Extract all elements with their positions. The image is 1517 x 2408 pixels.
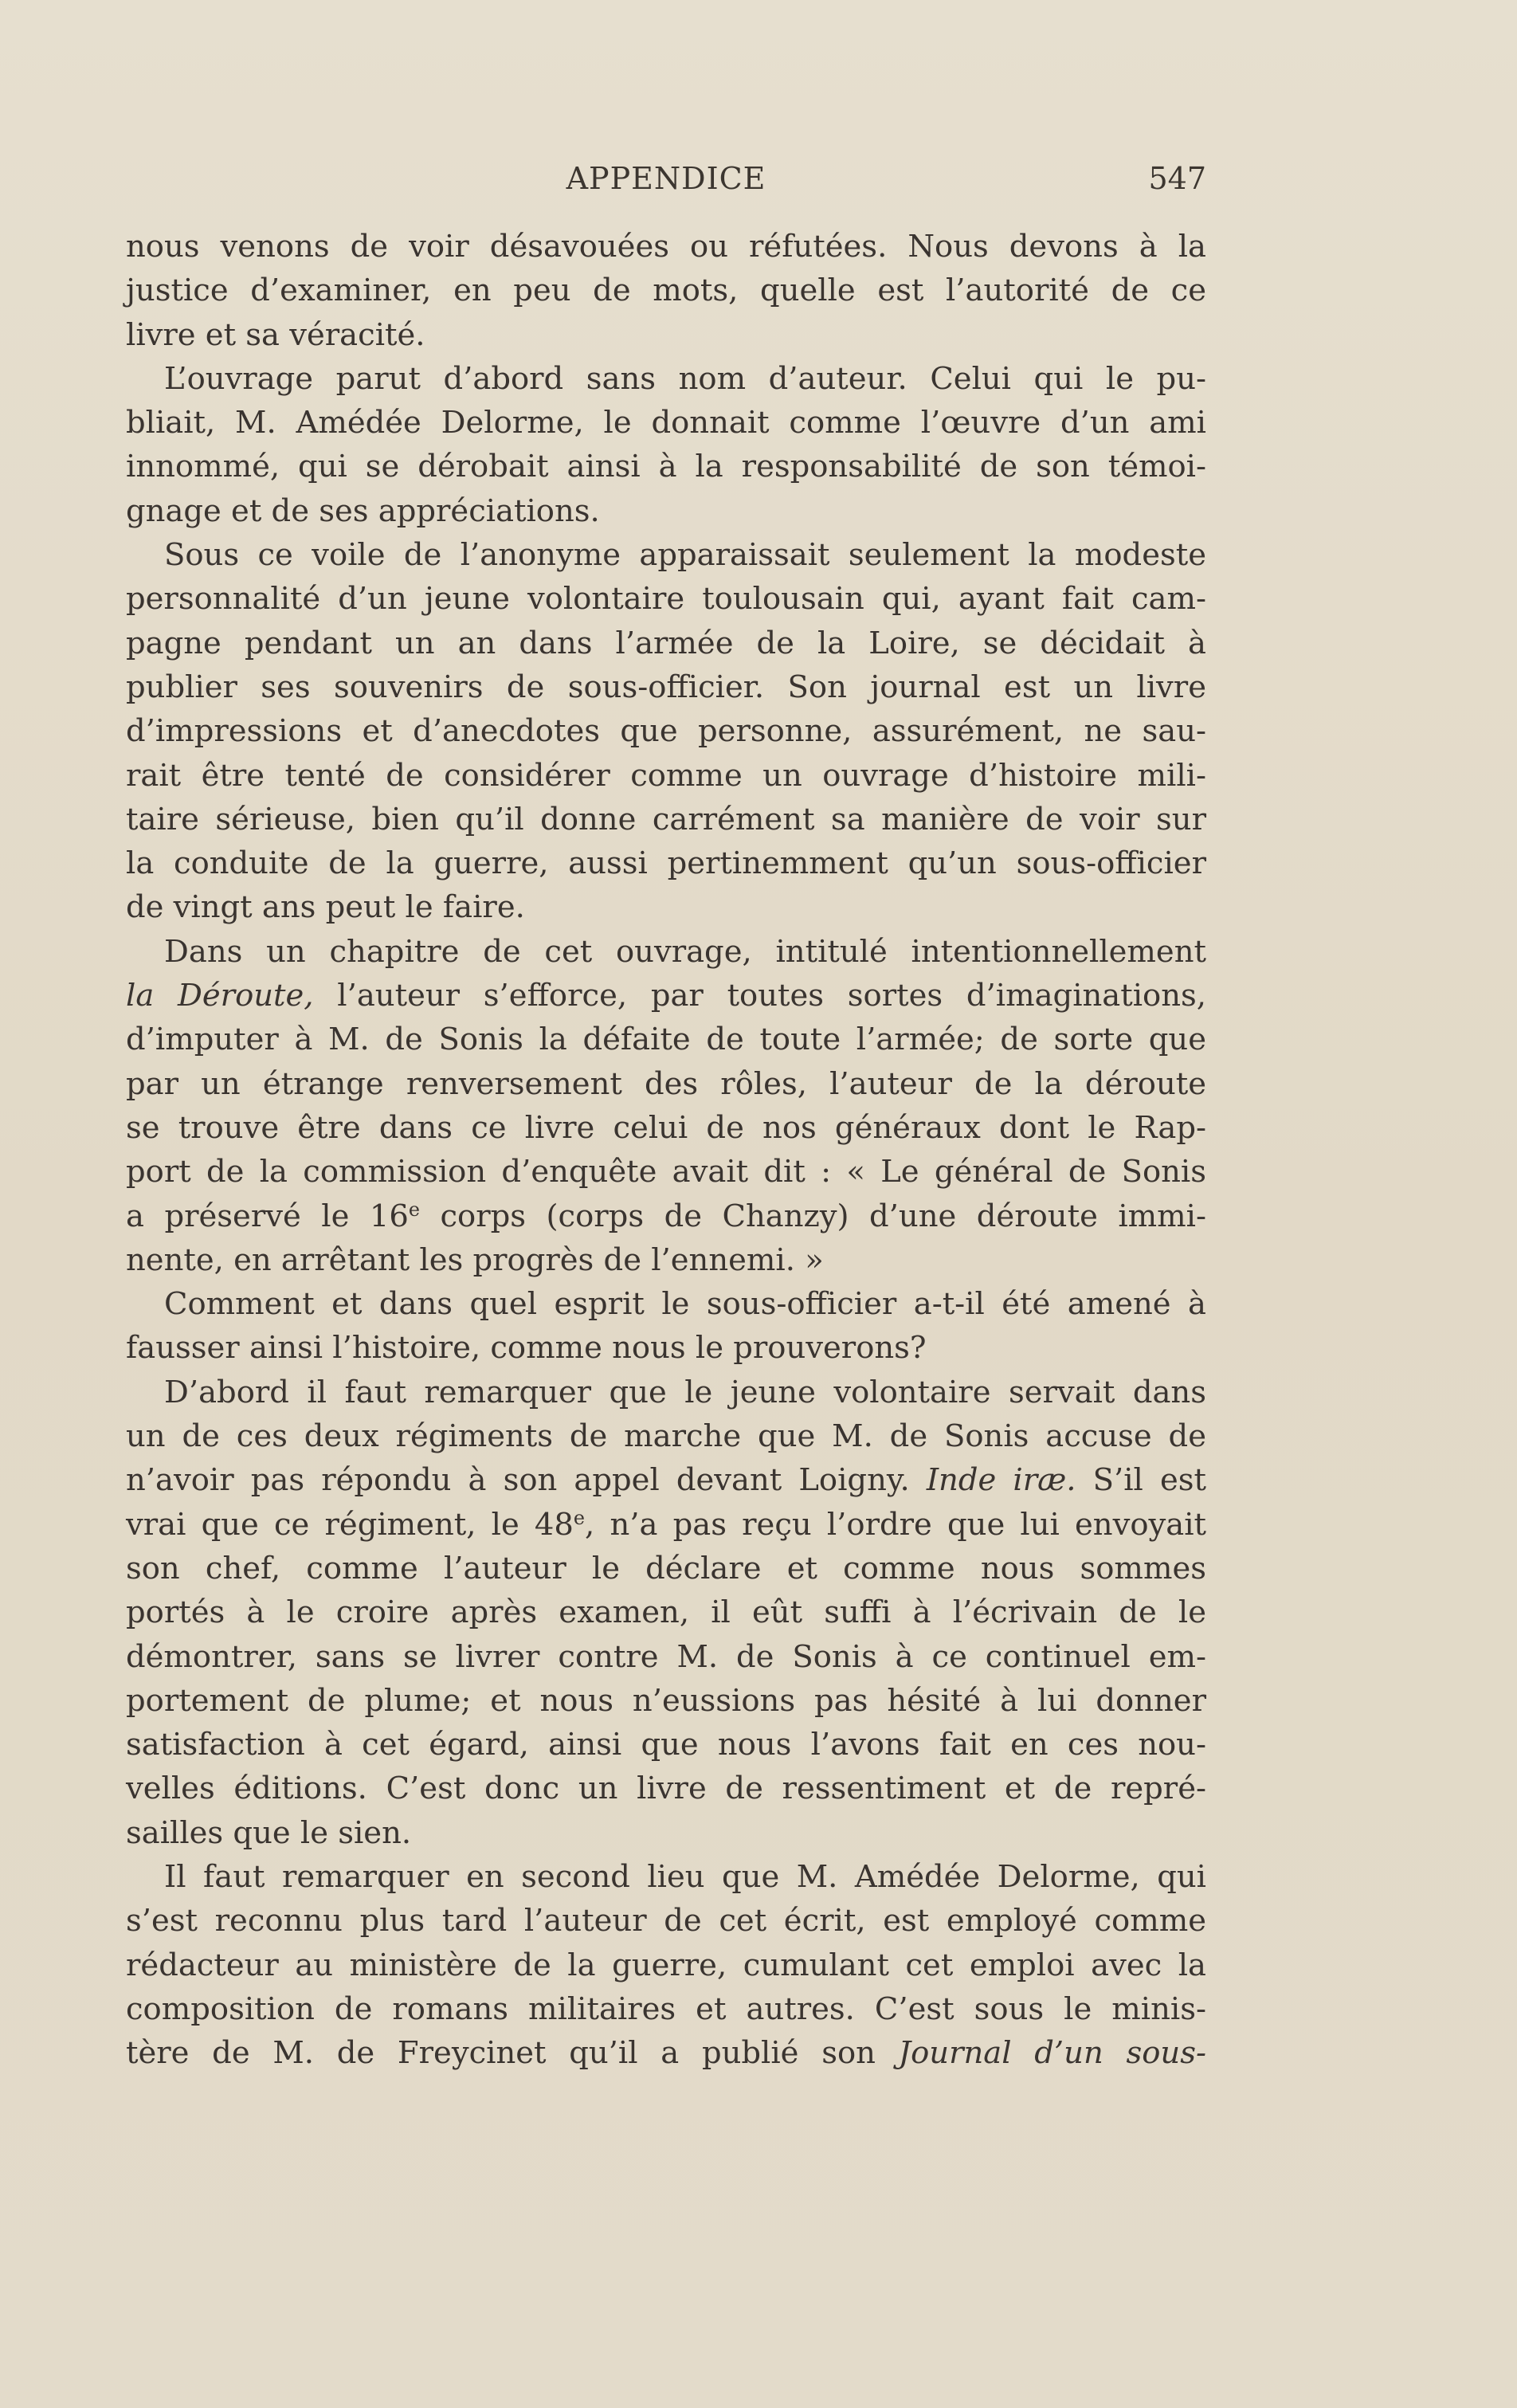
ordinal-superscript: e [408, 1198, 420, 1221]
text-line: se trouve être dans ce livre celui de nos généraux dont le Rap- [126, 1109, 1206, 1146]
running-title: APPENDICE [566, 161, 766, 196]
line-text: tère de M. de Freycinet qu’il a publié son [126, 2035, 899, 2072]
text-line: s’est reconnu plus tard l’auteur de cet écrit, est employé comme [126, 1903, 1206, 1939]
text-line [126, 1458, 1206, 1502]
ordinal-superscript: e [573, 1506, 586, 1529]
line-text: corps (corps de Chanzy) d’une déroute immi- [419, 1198, 1206, 1234]
text-line: velles éditions. C’est donc un livre de ressentiment et de repré- [126, 1771, 1206, 1807]
text-line: démontrer, sans se livrer contre M. de Sonis à ce continuel em- [126, 1638, 1206, 1675]
body-text [126, 225, 1206, 2075]
text-line: port de la commission d’enquête avait dit : « Le général de Sonis [126, 1154, 1206, 1190]
text-line: personnalité d’un jeune volontaire toulousain qui, ayant fait cam- [126, 581, 1206, 618]
text-line: taire sérieuse, bien qu’il donne carrément sa manière de voir sur [126, 801, 1206, 837]
text-line: gnage et de ses appréciations. [126, 492, 600, 529]
text-line: un de ces deux régiments de marche que M. de Sonis accuse de [126, 1418, 1206, 1455]
text-line: son chef, comme l’auteur le déclare et comme nous sommes [126, 1550, 1206, 1586]
italic-title: la Déroute, [126, 978, 314, 1014]
text-line: nous venons de voir désavouées ou réfutées. Nous devons à la [126, 229, 1206, 265]
italic-title: Journal d’un sous- [898, 2035, 1206, 2072]
line-text: a préservé le 16 [126, 1198, 409, 1234]
text-line: de vingt ans peut le faire. [126, 889, 525, 926]
text-line: Sous ce voile de l’anonyme apparaissait seulement la modeste [164, 537, 1206, 574]
text-line: justice d’examiner, en peu de mots, quelle est l’autorité de ce [126, 273, 1206, 309]
text-line: pagne pendant un an dans l’armée de la Loire, se décidait à [126, 625, 1206, 661]
text-line: rait être tenté de considérer comme un ouvrage d’histoire mili- [126, 757, 1206, 794]
text-line: la conduite de la guerre, aussi pertinemment qu’un sous-officier [126, 845, 1206, 882]
line-text: vrai que ce régiment, le 48 [126, 1506, 574, 1543]
text-line: Comment et dans quel esprit le sous-officier a-t-il été amené à [164, 1286, 1206, 1323]
line-text: S’il est [1076, 1462, 1206, 1499]
text-line: satisfaction à cet égard, ainsi que nous l’avons fait en ces nou- [126, 1727, 1206, 1763]
line-text: Dans un chapitre de cet ouvrage, intitulé intentionnellement [164, 933, 1206, 970]
text-line [126, 974, 1206, 1018]
text-line [126, 2031, 1206, 2075]
text-line [126, 930, 1206, 974]
text-line: d’impressions et d’anecdotes que personne, assurément, ne sau- [126, 713, 1206, 750]
line-text: , n’a pas reçu l’ordre que lui envoyait [585, 1506, 1206, 1543]
text-line: d’imputer à M. de Sonis la défaite de toute l’armée; de sorte que [126, 1022, 1206, 1058]
text-line [126, 1194, 1206, 1238]
page-number: 547 [1148, 161, 1206, 196]
line-text: n’avoir pas répondu à son appel devant Loigny. [126, 1462, 927, 1499]
text-line [126, 1503, 1206, 1547]
text-line: innommé, qui se dérobait ainsi à la responsabilité de son témoi- [126, 449, 1206, 485]
text-line: rédacteur au ministère de la guerre, cumulant cet emploi avec la [126, 1947, 1206, 1983]
text-line: composition de romans militaires et autres. C’est sous le minis- [126, 1990, 1206, 2027]
text-line: D’abord il faut remarquer que le jeune volontaire servait dans [164, 1374, 1206, 1410]
text-line: portement de plume; et nous n’eussions pas hésité à lui donner [126, 1682, 1206, 1719]
text-line: L’ouvrage parut d’abord sans nom d’auteur. Celui qui le pu- [164, 360, 1206, 397]
running-head [126, 161, 1206, 209]
text-line: Il faut remarquer en second lieu que M. Amédée Delorme, qui [164, 1858, 1206, 1895]
text-line: sailles que le sien. [126, 1814, 412, 1851]
text-line: bliait, M. Amédée Delorme, le donnait comme l’œuvre d’un ami [126, 405, 1206, 441]
italic-title: Inde iræ. [926, 1462, 1076, 1499]
text-line: par un étrange renversement des rôles, l’auteur de la déroute [126, 1065, 1206, 1102]
text-line: fausser ainsi l’histoire, comme nous le prouverons? [126, 1330, 927, 1367]
text-line: portés à le croire après examen, il eût suffi à l’écrivain de le [126, 1594, 1206, 1631]
text-line: nente, en arrêtant les progrès de l’ennemi. » [126, 1241, 824, 1278]
line-text: l’auteur s’efforce, par toutes sortes d’imaginations, [313, 978, 1207, 1014]
text-line: livre et sa véracité. [126, 316, 425, 353]
text-line: publier ses souvenirs de sous-officier. Son journal est un livre [126, 669, 1206, 705]
